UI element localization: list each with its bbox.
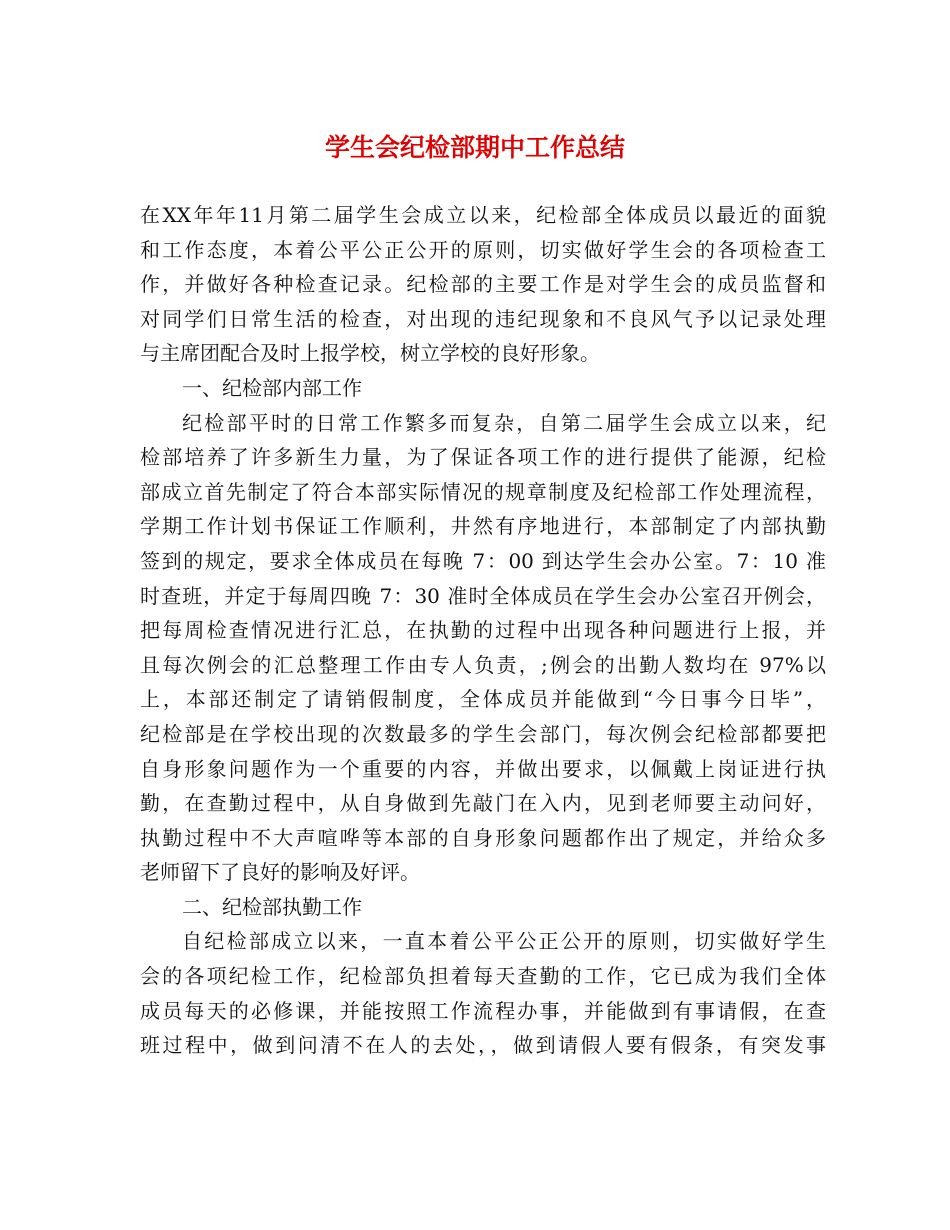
text-line: 时查班，并定于每周四晚 7：30 准时全体成员在学生会办公室召开例会，: [140, 583, 826, 608]
section-heading: 二、纪检部执勤工作: [182, 894, 362, 919]
text-line: 学期工作计划书保证工作顺利，井然有序地进行，本部制定了内部执勤: [140, 514, 826, 539]
text-line: 班过程中，做到问清不在人的去处，，做到请假人要有假条，有突发事: [140, 1033, 826, 1058]
document-body: [140, 198, 826, 1063]
section-heading-internal: [140, 371, 826, 406]
text-line: 部成立首先制定了符合本部实际情况的规章制度及纪检部工作处理流程，: [140, 479, 826, 504]
intro-paragraph: [140, 198, 826, 371]
text-line: 检部培养了许多新生力量，为了保证各项工作的进行提供了能源，纪检: [140, 445, 826, 470]
text-line: 作，并做好各种检查记录。纪检部的主要工作是对学生会的成员监督和: [140, 272, 826, 297]
text-line: 上，本部还制定了请销假制度，全体成员并能做到“今日事今日毕”，: [140, 687, 826, 712]
text-line: 与主席团配合及时上报学校，树立学校的良好形象。: [140, 341, 600, 366]
text-line: 会的各项纪检工作，纪检部负担着每天查勤的工作，它已成为我们全体: [140, 964, 826, 989]
text-line: 自纪检部成立以来，一直本着公平公正公开的原则，切实做好学生: [182, 929, 826, 954]
text-line: 执勤过程中不大声喧哗等本部的自身形象问题都作出了规定，并给众多: [140, 825, 826, 850]
text-line: 老师留下了良好的影响及好评。: [140, 860, 420, 885]
text-line: 在XX年年11月第二届学生会成立以来，纪检部全体成员以最近的面貌: [140, 203, 826, 227]
internal-work-paragraph: [140, 406, 826, 890]
text-line: 自身形象问题作为一个重要的内容，并做出要求，以佩戴上岗证进行执: [140, 756, 826, 781]
text-line: 对同学们日常生活的检查，对出现的违纪现象和不良风气予以记录处理: [140, 306, 826, 331]
document-title: 学生会纪检部期中工作总结: [324, 133, 625, 162]
section-heading: 一、纪检部内部工作: [182, 375, 362, 400]
text-line: 勤，在查勤过程中，从自身做到先敲门在入内，见到老师要主动问好，: [140, 791, 826, 816]
text-line: 签到的规定，要求全体成员在每晚 7：00 到达学生会办公室。7：10 准: [140, 548, 826, 573]
text-line: 成员每天的必修课，并能按照工作流程办事，并能做到有事请假，在查: [140, 998, 826, 1023]
text-line: 和工作态度，本着公平公正公开的原则，切实做好学生会的各项检查工: [140, 237, 826, 262]
text-line: 纪检部是在学校出现的次数最多的学生会部门，每次例会纪检部都要把: [140, 721, 826, 746]
text-line: 把每周检查情况进行汇总，在执勤的过程中出现各种问题进行上报，并: [140, 618, 826, 643]
text-line: 且每次例会的汇总整理工作由专人负责，;例会的出勤人数均在 97%以: [140, 652, 826, 677]
text-line: 纪检部平时的日常工作繁多而复杂，自第二届学生会成立以来，纪: [182, 410, 826, 435]
duty-work-paragraph: [140, 924, 826, 1062]
section-heading-duty: [140, 890, 826, 925]
